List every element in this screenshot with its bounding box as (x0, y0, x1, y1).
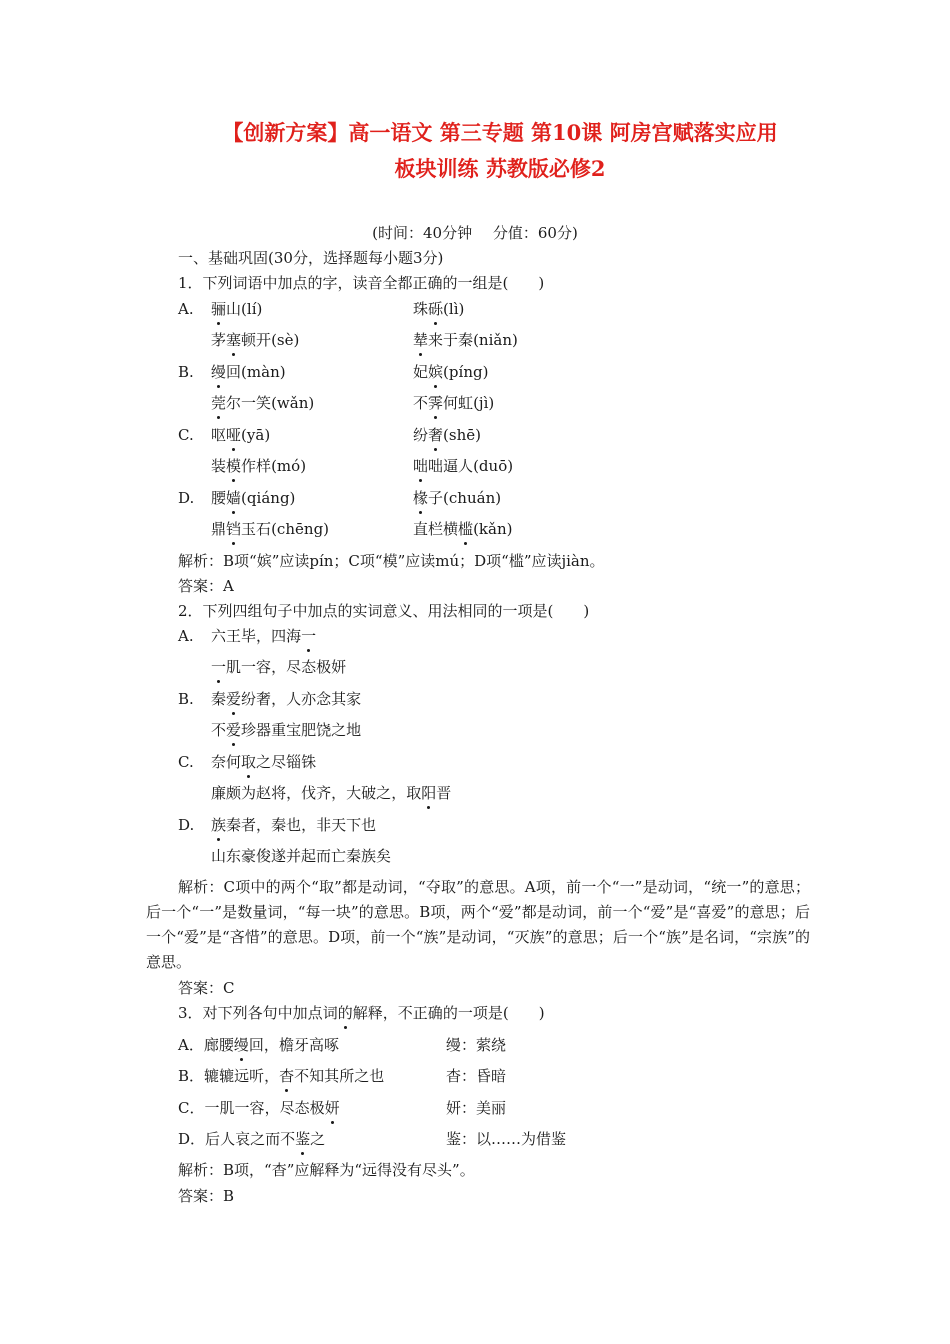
q1-option-a-3: 茅塞顿开(sè) (211, 331, 300, 349)
q3-option-c: C．一肌一容，尽态极妍 (178, 1099, 340, 1117)
q1-answer: 答案：A (178, 577, 234, 595)
q2-option-d-1: 族秦者，秦也，非天下也 (211, 816, 377, 834)
q1-option-a-label: A. (178, 300, 194, 318)
q2-option-d-2: 山东豪俊遂并起而亡秦族矣 (211, 847, 392, 865)
q2-stem: 2．下列四组句子中加点的实词意义、用法相同的一项是( ) (178, 602, 590, 620)
q1-option-d-2: 椽子(chuán) (413, 489, 502, 507)
q2-option-c-1: 奈何取之尽锱铢 (211, 753, 317, 771)
q2-option-c-2: 廉颇为赵将，伐齐，大破之，取阳晋 (211, 784, 452, 802)
q1-option-d-label: D. (178, 489, 195, 507)
q3-option-a: A．廊腰缦回，檐牙高啄 (178, 1036, 339, 1054)
time-limit: (时间：40分钟 (372, 224, 473, 242)
total-score: 分值：60分) (492, 224, 578, 242)
q3-analysis: 解析：B项，“杳”应解释为“远得没有尽头”。 (178, 1161, 475, 1179)
q3-option-c-explanation: 妍：美丽 (446, 1099, 507, 1117)
q1-stem: 1．下列词语中加点的字，读音全都正确的一组是( ) (178, 274, 545, 292)
q1-analysis: 解析：B项“嫔”应读pín；C项“模”应读mú；D项“槛”应读jiàn。 (178, 552, 605, 570)
q2-analysis: 解析：C项中的两个“取”都是动词，“夺取”的意思。A项，前一个“一”是动词，“统一”的意思；后一个“一”是数量词，“每一块”的意思。B项，两个“爱”都是动词，前一个“爱”是“喜爱”的意思；后一个“爱”是“吝惜”的意思。D项，前一个“族”是动词，“灭族”的意思；后一个“族”是名词，“宗族”的意思。 (146, 878, 810, 971)
q3-option-b: B．辘辘远听，杳不知其所之也 (178, 1067, 385, 1085)
q2-option-c-label: C. (178, 753, 194, 771)
document-title-line1: 【创新方案】高一语文 第三专题 第10课 阿房宫赋落实应用 (222, 120, 778, 145)
q1-option-a-1: 骊山(lí) (211, 300, 263, 318)
q1-option-c-3: 装模作样(mó) (211, 457, 307, 475)
exam-meta (0, 222, 950, 243)
q1-option-b-3: 莞尔一笑(wǎn) (211, 394, 315, 412)
q2-option-b-2: 不爱珍器重宝肥饶之地 (211, 721, 362, 739)
q1-option-c-4: 咄咄逼人(duō) (413, 457, 514, 475)
q1-option-b-label: B. (178, 363, 194, 381)
q1-option-a-2: 珠砾(lì) (413, 300, 465, 318)
q3-stem: 3．对下列各句中加点词的解释，不正确的一项是( ) (178, 1004, 545, 1022)
q3-option-b-explanation: 杳：昏暗 (446, 1067, 507, 1085)
q1-option-c-1: 呕哑(yā) (211, 426, 271, 444)
q2-answer: 答案：C (178, 979, 235, 997)
q2-option-b-1: 秦爱纷奢，人亦念其家 (211, 690, 362, 708)
q1-option-a-4: 辇来于秦(niǎn) (413, 331, 518, 349)
document-title-line2: 板块训练 苏教版必修2 (394, 156, 606, 181)
q1-option-d-1: 腰嫱(qiáng) (211, 489, 296, 507)
q3-option-d: D．后人哀之而不鉴之 (178, 1130, 326, 1148)
q1-option-c-label: C. (178, 426, 194, 444)
q1-option-d-3: 鼎铛玉石(chēng) (211, 520, 330, 538)
q2-option-a-label: A. (178, 627, 194, 645)
q1-option-b-1: 缦回(màn) (211, 363, 286, 381)
q2-option-b-label: B. (178, 690, 194, 708)
q1-option-b-4: 不霁何虹(jì) (413, 394, 495, 412)
q2-option-a-1: 六王毕，四海一 (211, 627, 317, 645)
q3-option-d-explanation: 鉴：以……为借鉴 (446, 1130, 567, 1148)
q3-answer: 答案：B (178, 1187, 235, 1205)
q1-option-d-4: 直栏横槛(kǎn) (413, 520, 513, 538)
section-heading: 一、基础巩固(30分，选择题每小题3分) (178, 249, 444, 267)
q2-option-a-2: 一肌一容，尽态极妍 (211, 658, 347, 676)
q2-option-d-label: D. (178, 816, 195, 834)
q3-option-a-explanation: 缦：萦绕 (446, 1036, 507, 1054)
q1-option-c-2: 纷奢(shē) (413, 426, 482, 444)
q1-option-b-2: 妃嫔(píng) (413, 363, 489, 381)
